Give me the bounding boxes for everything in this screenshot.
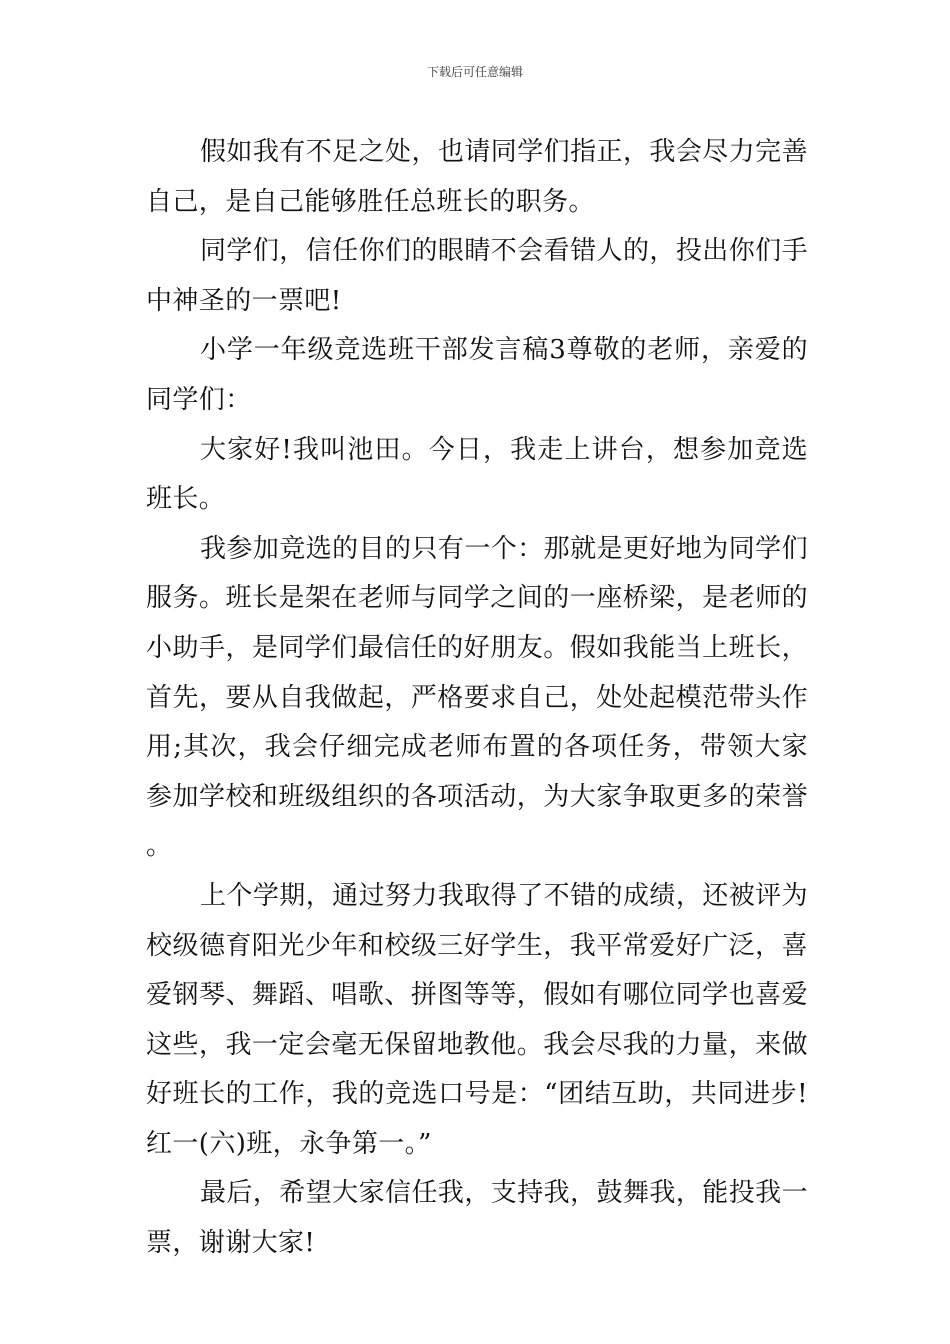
paragraph: 同学们，信任你们的眼睛不会看错人的，投出你们手中神圣的一票吧! (146, 236, 808, 316)
header-note: 下载后可任意编辑 (426, 65, 523, 79)
paragraph: 最后，希望大家信任我，支持我，鼓舞我，能投我一票，谢谢大家! (146, 1178, 808, 1259)
paragraph: 上个学期，通过努力我取得了不错的成绩，还被评为校级德育阳光少年和校级三好学生，我平常爱好广泛，喜爱钢琴、舞蹈、唱歌、拼图等等，假如有哪位同学也喜爱这些，我一定会毫无保留地教他。我会尽我的力量，来做好班长的工作，我的竞选口号是：“团结互助，共同进步!红一(六)班，永争第一。” (146, 880, 808, 1159)
paragraph: 大家好!我叫池田。今日，我走上讲台，想参加竞选班长。 (146, 434, 808, 515)
document-body (146, 128, 808, 1269)
paragraph: 小学一年级竞选班干部发言稿3尊敬的老师，亲爱的同学们： (146, 335, 808, 415)
paragraph: 假如我有不足之处，也请同学们指正，我会尽力完善自己，是自己能够胜任总班长的职务。 (146, 137, 808, 217)
paragraph: 我参加竞选的目的只有一个：那就是更好地为同学们服务。班长是架在老师与同学之间的一座桥梁，是老师的小助手，是同学们最信任的好朋友。假如我能当上班长，首先，要从自我做起，严格要求自己，处处起模范带头作用;其次，我会仔细完成老师布置的各项任务，带领大家参加学校和班级组织的各项活动，为大家争取更多的荣誉。 (146, 533, 808, 862)
